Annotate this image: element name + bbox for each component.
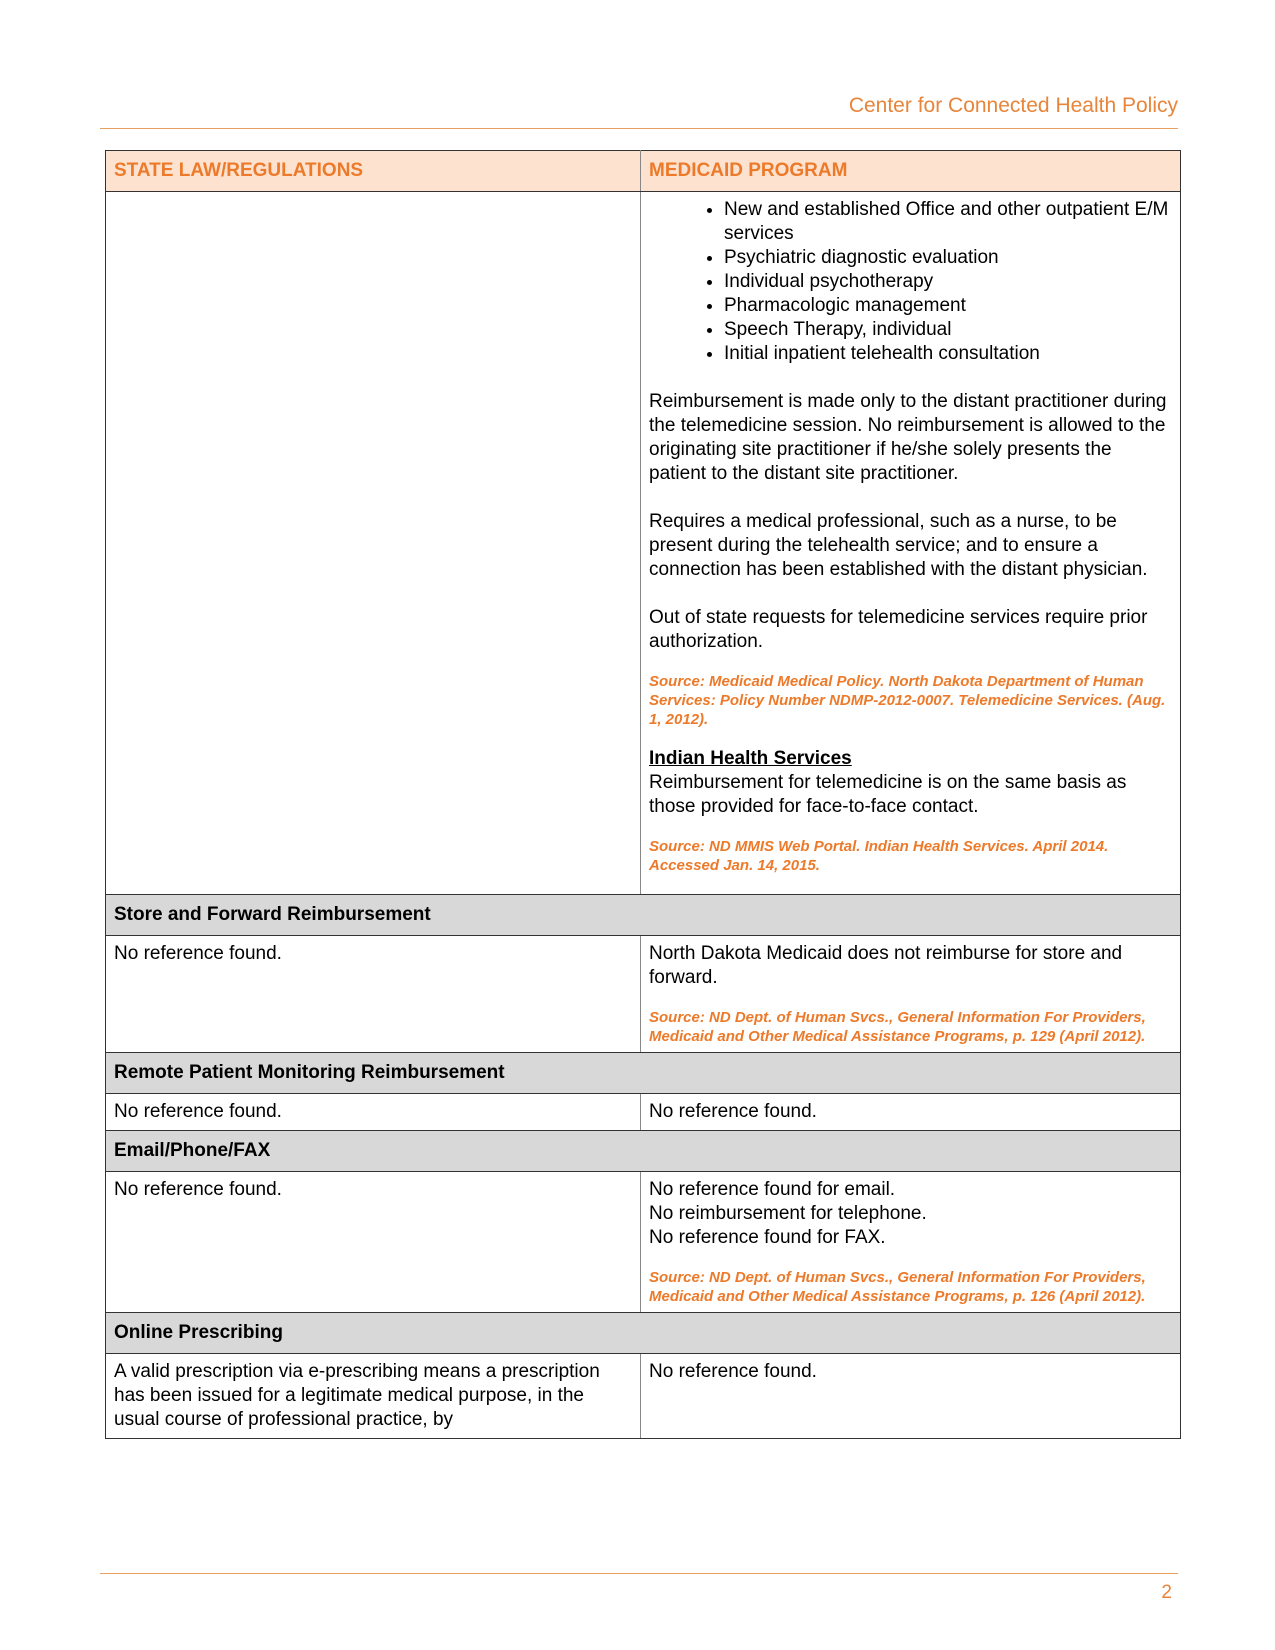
policy-table xyxy=(105,150,1181,1439)
services-list xyxy=(649,198,1172,366)
table-row xyxy=(106,936,1181,1053)
section-header-store-forward: Store and Forward Reimbursement xyxy=(106,895,1181,936)
table-header-row xyxy=(106,151,1181,192)
state-law-cell xyxy=(106,192,641,895)
medical-professional-paragraph: Requires a medical professional, such as a nurse, to be present during the telehealth service; and to ensure a connection has been established with the distant physician. xyxy=(649,511,1148,580)
medicaid-cell: No reference found. xyxy=(641,1354,1181,1439)
source-citation: Source: Medicaid Medical Policy. North Dakota Department of Human Services: Policy Number NDMP-2012-0007. Telemedicine Services. (Aug. 1, 2012). xyxy=(649,673,1166,728)
section-header-online-prescribing: Online Prescribing xyxy=(106,1313,1181,1354)
column-header-medicaid: MEDICAID PROGRAM xyxy=(641,151,1181,192)
ihs-paragraph: Reimbursement for telemedicine is on the same basis as those provided for face-to-face contact. xyxy=(649,772,1127,817)
table-row xyxy=(106,1094,1181,1131)
state-law-cell: A valid prescription via e-prescribing means a prescription has been issued for a legitimate medical purpose, in the usual course of professional practice, by xyxy=(106,1354,641,1439)
table-row xyxy=(106,1354,1181,1439)
page-number: 2 xyxy=(1161,1582,1172,1603)
medicaid-text: No reference found for email. xyxy=(649,1179,896,1200)
source-citation: Source: ND MMIS Web Portal. Indian Health Services. April 2014. Accessed Jan. 14, 2015. xyxy=(649,838,1109,874)
medicaid-cell xyxy=(641,1172,1181,1313)
state-law-cell: No reference found. xyxy=(106,1172,641,1313)
source-citation: Source: ND Dept. of Human Svcs., General Information For Providers, Medicaid and Other Medical Assistance Programs, p. 129 (April 2012). xyxy=(649,1009,1146,1045)
section-header-remote-monitoring: Remote Patient Monitoring Reimbursement xyxy=(106,1053,1181,1094)
source-citation: Source: ND Dept. of Human Svcs., General Information For Providers, Medicaid and Other Medical Assistance Programs, p. 126 (April 2012). xyxy=(649,1269,1146,1305)
column-header-state-law: STATE LAW/REGULATIONS xyxy=(106,151,641,192)
medicaid-cell xyxy=(641,192,1181,895)
list-item: • Pharmacologic management xyxy=(724,294,1172,318)
medicaid-text: No reimbursement for telephone. xyxy=(649,1203,927,1224)
header-divider xyxy=(100,128,1178,129)
reimbursement-paragraph: Reimbursement is made only to the distant practitioner during the telemedicine session. No reimbursement is allowed to the originating site practitioner if he/she solely presents the patient to the distant site practitioner. xyxy=(649,391,1167,484)
ihs-heading: Indian Health Services xyxy=(649,748,852,769)
medicaid-text: No reference found for FAX. xyxy=(649,1227,886,1248)
list-item: • Speech Therapy, individual xyxy=(724,318,1172,342)
table-row xyxy=(106,192,1181,895)
state-law-cell: No reference found. xyxy=(106,936,641,1053)
medicaid-cell: No reference found. xyxy=(641,1094,1181,1131)
list-item: • Psychiatric diagnostic evaluation xyxy=(724,246,1172,270)
header-title: Center for Connected Health Policy xyxy=(848,94,1178,117)
section-header-email-phone-fax: Email/Phone/FAX xyxy=(106,1131,1181,1172)
list-item: • Initial inpatient telehealth consultation xyxy=(724,342,1172,366)
medicaid-cell xyxy=(641,936,1181,1053)
table-row xyxy=(106,1172,1181,1313)
footer-divider xyxy=(100,1573,1178,1574)
list-item: • New and established Office and other outpatient E/M services xyxy=(724,198,1172,246)
out-of-state-paragraph: Out of state requests for telemedicine services require prior authorization. xyxy=(649,607,1148,652)
list-item: • Individual psychotherapy xyxy=(724,270,1172,294)
state-law-cell: No reference found. xyxy=(106,1094,641,1131)
medicaid-text: North Dakota Medicaid does not reimburse for store and forward. xyxy=(649,943,1123,988)
